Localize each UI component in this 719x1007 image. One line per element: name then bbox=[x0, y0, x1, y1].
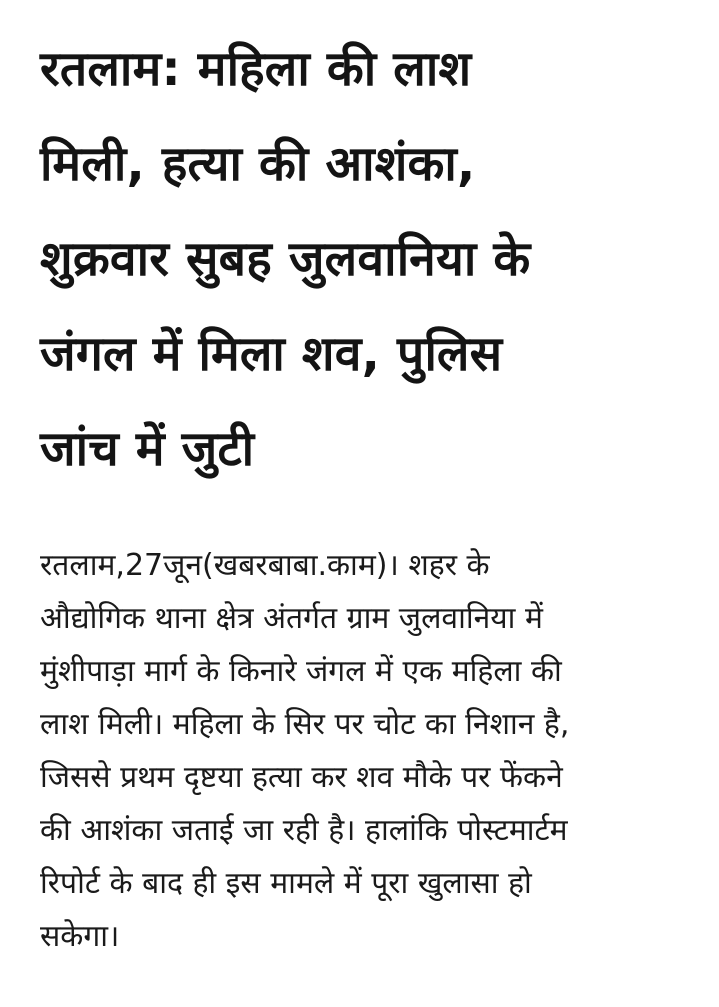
headline-line: मिली, हत्या की आशंका, bbox=[40, 136, 476, 192]
headline-line: शुक्रवार सुबह जुलवानिया के bbox=[40, 231, 531, 287]
body-line: रिपोर्ट के बाद ही इस मामले में पूरा खुलासा हो bbox=[40, 866, 532, 901]
body-line: सकेगा। bbox=[40, 919, 120, 954]
body-line: लाश मिली। महिला के सिर पर चोट का निशान है, bbox=[40, 707, 570, 742]
body-line: जिससे प्रथम दृष्टया हत्या कर शव मौके पर फेंकने bbox=[40, 760, 563, 795]
body-line: औद्योगिक थाना क्षेत्र अंतर्गत ग्राम जुलवानिया में bbox=[40, 601, 543, 636]
headline-line: रतलाम: महिला की लाश bbox=[40, 41, 472, 97]
headline-line: जांच में जुटी bbox=[40, 421, 255, 477]
article-body bbox=[40, 539, 685, 963]
body-line: की आशंका जताई जा रही है। हालांकि पोस्टमार्टम bbox=[40, 813, 568, 848]
body-line: मुंशीपाड़ा मार्ग के किनारे जंगल में एक महिला की bbox=[40, 654, 562, 689]
article-headline bbox=[40, 22, 685, 497]
headline-line: जंगल में मिला शव, पुलिस bbox=[40, 326, 503, 382]
body-line: रतलाम,27जून(खबरबाबा.काम)। शहर के bbox=[40, 548, 490, 583]
